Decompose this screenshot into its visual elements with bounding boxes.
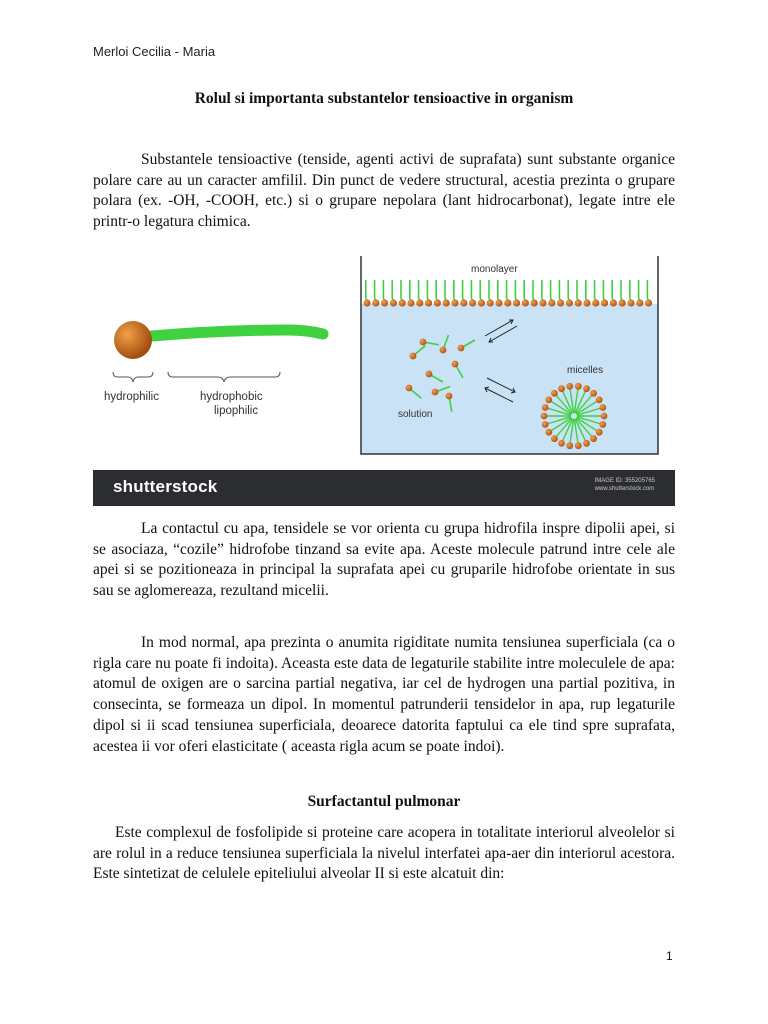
- micelle-head: [590, 435, 597, 442]
- micelle-head: [541, 413, 548, 420]
- micelle-head: [542, 404, 549, 411]
- monolayer-tail: [383, 280, 384, 301]
- hydrophilic-head: [114, 321, 152, 359]
- monolayer-molecules: [363, 280, 652, 307]
- micelle-head: [542, 421, 549, 428]
- micelle-head: [558, 385, 565, 392]
- micelle-head: [575, 442, 582, 449]
- monolayer-head: [592, 299, 599, 306]
- monolayer-head: [469, 299, 476, 306]
- hydrophobic-tail: [129, 330, 323, 338]
- monolayer-head: [407, 299, 414, 306]
- micelle-head: [558, 440, 565, 447]
- monolayer-head: [610, 299, 617, 306]
- monolayer-tail: [392, 280, 393, 301]
- solution-head: [452, 361, 459, 368]
- label-hydrophilic: hydrophilic: [104, 391, 159, 403]
- monolayer-head: [645, 299, 652, 306]
- monolayer-tail: [427, 280, 428, 301]
- monolayer-head: [539, 299, 546, 306]
- monolayer-tail: [595, 280, 596, 301]
- monolayer-head: [619, 299, 626, 306]
- micelle-head: [551, 435, 558, 442]
- monolayer-tail: [445, 280, 446, 301]
- solution-head: [432, 389, 439, 396]
- monolayer-head: [636, 299, 643, 306]
- solution-head: [420, 339, 427, 346]
- monolayer-head: [443, 299, 450, 306]
- section-heading: Surfactantul pulmonar: [307, 793, 461, 810]
- monolayer-tail: [454, 280, 455, 301]
- monolayer-tail: [436, 280, 437, 301]
- monolayer-head: [363, 299, 370, 306]
- monolayer-tail: [639, 280, 640, 301]
- micelle-head: [590, 390, 597, 397]
- micelle-head: [596, 429, 603, 436]
- monolayer-head: [513, 299, 520, 306]
- micelle-head: [599, 421, 606, 428]
- solution-head: [426, 371, 433, 378]
- solution-head: [446, 393, 453, 400]
- monolayer-tail: [489, 280, 490, 301]
- solution-head: [440, 347, 447, 354]
- monolayer-tail: [647, 280, 648, 301]
- label-solution: solution: [398, 409, 433, 420]
- paragraph-pulmonary-text: Este complexul de fosfolipide si proteine care acopera in totalitate interiorul alveolelor si are rolul in a reduce tensiunea superficiala la nivelul interfatei apa-aer din interiorul acestora. Este sintetizat de celulele epiteliului alveolar II si este alcatuit din:: [93, 824, 675, 883]
- label-micelles: micelles: [567, 365, 604, 376]
- paragraph-intro: [93, 150, 675, 233]
- water-body: [361, 304, 658, 454]
- monolayer-tail: [410, 280, 411, 301]
- brace-hydrophilic: [113, 372, 153, 382]
- monolayer-tail: [568, 280, 569, 301]
- label-hydrophobic: hydrophobic: [200, 391, 263, 403]
- monolayer-head: [522, 299, 529, 306]
- surfactant-figure: [93, 246, 675, 506]
- micelle-head: [601, 413, 608, 420]
- monolayer-tail: [524, 280, 525, 301]
- monolayer-head: [390, 299, 397, 306]
- monolayer-head: [434, 299, 441, 306]
- micelle-head: [545, 429, 552, 436]
- monolayer-tail: [612, 280, 613, 301]
- monolayer-head: [451, 299, 458, 306]
- monolayer-head: [478, 299, 485, 306]
- monolayer-tail: [375, 280, 376, 301]
- monolayer-tail: [471, 280, 472, 301]
- watermark-bar: [93, 470, 675, 506]
- micelle-head: [599, 404, 606, 411]
- micelle-head: [596, 396, 603, 403]
- shutterstock-logo: shutterstock: [113, 477, 218, 496]
- paragraph-surface-tension-text: In mod normal, apa prezinta o anumita rigiditate numita tensiunea superficiala (ca o rigla care nu poate fi indoita). Aceasta este data de legaturile stabilite intre moleculele de apa: atomul de oxigen are o sarcina partial negativa, iar cel de hydrogen una partial pozitiva, in consecinta, se formeaza un dipol. In momentul patrunderii tensidelor in apa, rup legaturile dipol si ii scad tensiunea superficiala, deoarece datorita faptului ca ele tind spre suprafata, acestea ii vor oferi elasticitate ( aceasta rigla acum se poate indoi).: [93, 634, 675, 755]
- solution-head: [406, 385, 413, 392]
- monolayer-head: [601, 299, 608, 306]
- surfactant-diagram: [93, 246, 675, 470]
- monolayer-tail: [366, 280, 367, 301]
- monolayer-tail: [603, 280, 604, 301]
- paragraph-pulmonary: [93, 823, 675, 885]
- monolayer-tail: [542, 280, 543, 301]
- monolayer-tail: [586, 280, 587, 301]
- monolayer-head: [460, 299, 467, 306]
- image-id-label: IMAGE ID: 355205765: [594, 478, 655, 484]
- monolayer-tail: [463, 280, 464, 301]
- label-lipophilic: lipophilic: [214, 405, 259, 417]
- monolayer-head: [425, 299, 432, 306]
- monolayer-tail: [480, 280, 481, 301]
- monolayer-head: [487, 299, 494, 306]
- solution-head: [410, 353, 417, 360]
- document-title: Rolul si importanta substantelor tensioactive in organism: [194, 90, 574, 107]
- monolayer-tail: [577, 280, 578, 301]
- micelle-head: [551, 390, 558, 397]
- label-monolayer: monolayer: [471, 264, 518, 275]
- micelle-head: [575, 383, 582, 390]
- paragraph-surface-tension: [93, 633, 675, 757]
- micelle-head: [566, 383, 573, 390]
- paragraph-water-contact: [93, 519, 675, 602]
- page-number: 1: [666, 949, 673, 963]
- monolayer-tail: [621, 280, 622, 301]
- monolayer-head: [381, 299, 388, 306]
- paragraph-water-contact-text: La contactul cu apa, tensidele se vor orienta cu grupa hidrofila inspre dipolii apei, si se asociaza, “cozile” hidrofobe tinzand sa evite apa. Aceste molecule patrund intre cele ale apei si se pozitioneaza in principal la suprafata apei cu gruparile hidrofobe orientate in sus sau se aglomereaza, rezultand micelii.: [93, 520, 675, 600]
- monolayer-tail: [559, 280, 560, 301]
- monolayer-tail: [498, 280, 499, 301]
- image-url: www.shutterstock.com: [594, 486, 655, 492]
- author-name: Merloi Cecilia - Maria: [93, 44, 216, 59]
- monolayer-head: [583, 299, 590, 306]
- monolayer-head: [416, 299, 423, 306]
- monolayer-tail: [507, 280, 508, 301]
- monolayer-head: [495, 299, 502, 306]
- monolayer-head: [504, 299, 511, 306]
- monolayer-tail: [551, 280, 552, 301]
- monolayer-head: [548, 299, 555, 306]
- monolayer-head: [399, 299, 406, 306]
- micelle-head: [583, 440, 590, 447]
- monolayer-head: [566, 299, 573, 306]
- monolayer-head: [627, 299, 634, 306]
- monolayer-head: [531, 299, 538, 306]
- micelle-head: [545, 396, 552, 403]
- monolayer-tail: [630, 280, 631, 301]
- monolayer-tail: [515, 280, 516, 301]
- monolayer-head: [557, 299, 564, 306]
- monolayer-head: [372, 299, 379, 306]
- solution-head: [458, 345, 465, 352]
- paragraph-intro-text: Substantele tensioactive (tenside, agenti activi de suprafata) sunt substante organice polare care au un caracter amfilil. Din punct de vedere structural, acestia prezinta o grupare polara (ex. -OH, -COOH, etc.) si o grupare nepolara (lant hidrocarbonat), legate intre ele printr-o legatura chimica.: [93, 151, 675, 231]
- monolayer-head: [575, 299, 582, 306]
- monolayer-tail: [419, 280, 420, 301]
- brace-hydrophobic: [168, 372, 280, 382]
- micelle-head: [583, 385, 590, 392]
- micelle-head: [566, 442, 573, 449]
- image-id: [595, 477, 655, 493]
- monolayer-tail: [533, 280, 534, 301]
- monolayer-tail: [401, 280, 402, 301]
